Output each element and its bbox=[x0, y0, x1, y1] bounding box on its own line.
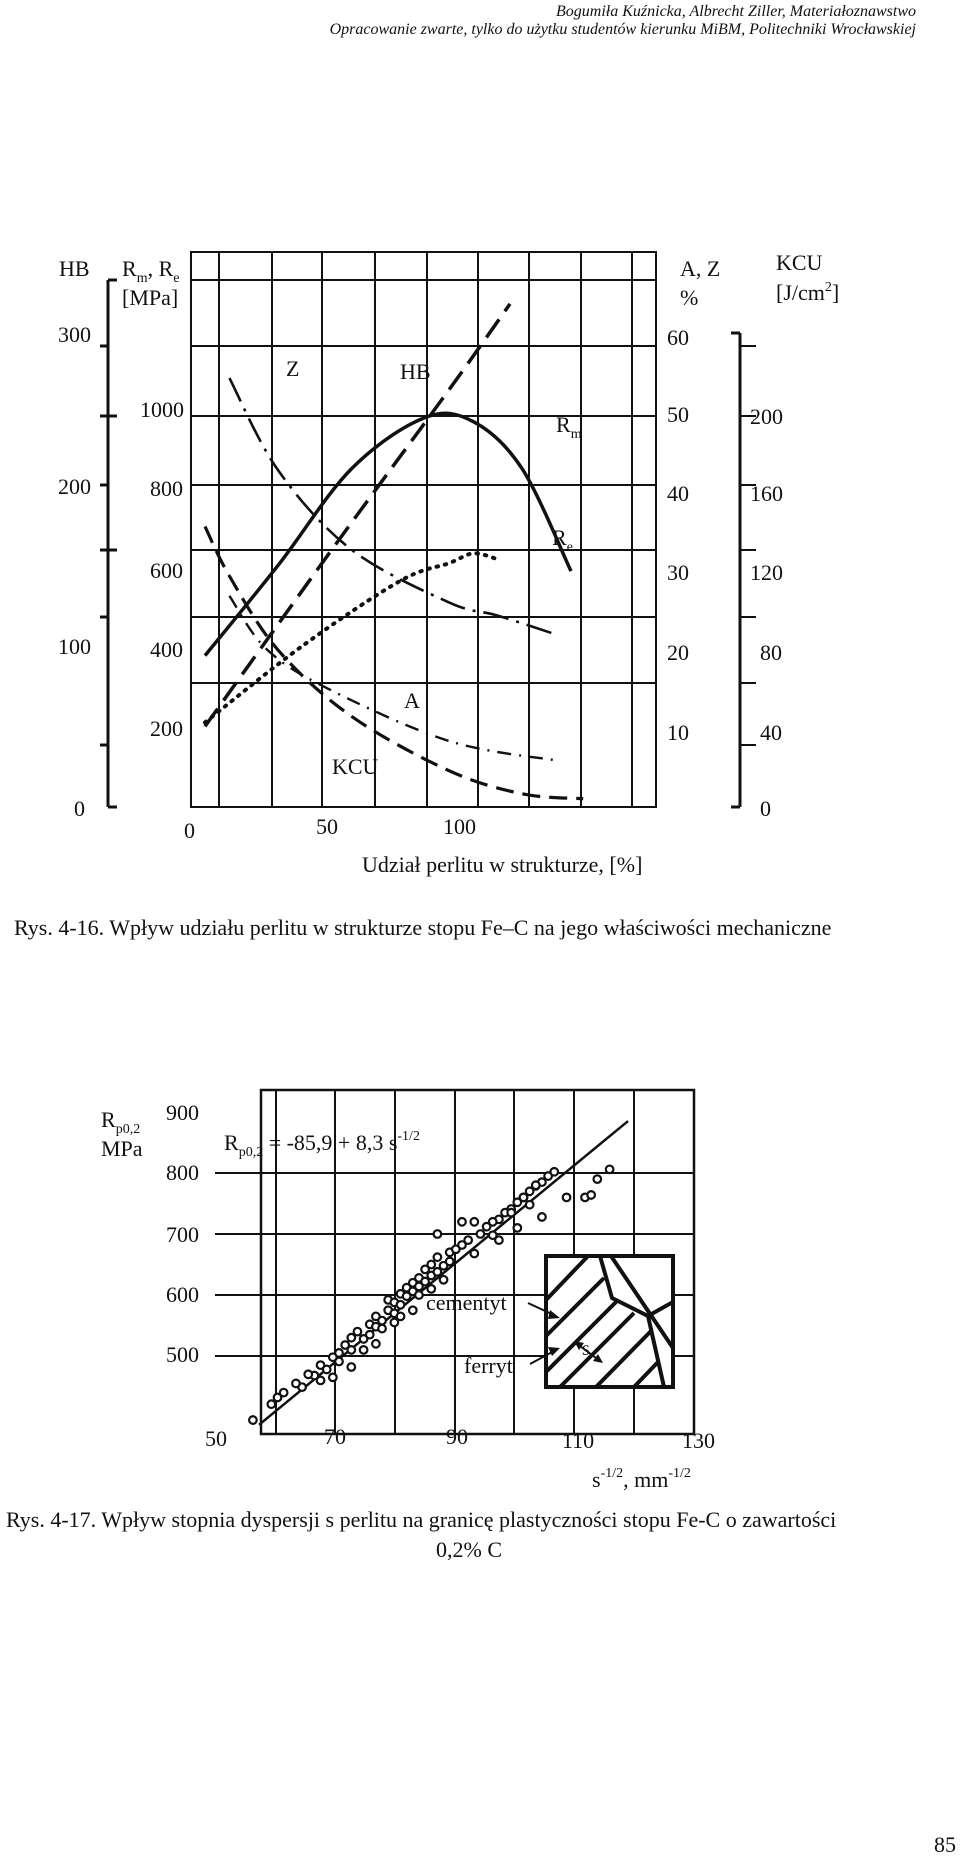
data-point bbox=[606, 1166, 614, 1174]
header-authors: Bogumiła Kuźnicka, Albrecht Ziller, Materiałoznawstwo bbox=[556, 3, 916, 20]
plot-frame bbox=[191, 252, 656, 807]
data-point bbox=[360, 1346, 368, 1354]
x-tick-2: 110 bbox=[562, 1428, 595, 1453]
x-axis-label-2: $s^{-1/2}$, $mm^{-1/2}$ bbox=[592, 1466, 691, 1492]
hb-tick: 100 bbox=[58, 634, 91, 659]
rm-re-tick: 200 bbox=[150, 716, 183, 741]
figure1-chart bbox=[58, 250, 839, 877]
az-tick: 10 bbox=[667, 720, 689, 745]
label-rm: $R_m$ bbox=[556, 412, 582, 442]
data-point bbox=[391, 1319, 399, 1327]
plot-gridlines bbox=[191, 252, 656, 807]
data-point bbox=[495, 1236, 503, 1244]
page-number: 85 bbox=[934, 1832, 956, 1857]
data-point bbox=[329, 1374, 337, 1382]
kcu-tick: 0 bbox=[760, 796, 771, 821]
inset-label-spacing: s bbox=[582, 1338, 590, 1360]
rm-re-tick: 800 bbox=[150, 476, 183, 501]
data-point bbox=[507, 1209, 515, 1217]
y-tick: 600 bbox=[166, 1282, 199, 1307]
az-axis-label: A, Z bbox=[680, 256, 721, 281]
y-tick: 500 bbox=[166, 1342, 199, 1367]
x-tick: 0 bbox=[184, 818, 195, 843]
data-point bbox=[397, 1301, 405, 1309]
y-tick: 800 bbox=[166, 1160, 199, 1185]
x-tick-2: 90 bbox=[446, 1424, 468, 1449]
header-note: Opracowanie zwarte, tylko do użytku studentów kierunku MiBM, Politechniki Wrocławskiej bbox=[329, 21, 916, 38]
data-point bbox=[378, 1325, 386, 1333]
az-axis-unit: % bbox=[680, 285, 699, 310]
data-point bbox=[348, 1346, 356, 1354]
figure2-caption-line2: 0,2% C bbox=[436, 1537, 502, 1562]
az-tick: 60 bbox=[667, 325, 689, 350]
series-re bbox=[205, 553, 498, 722]
data-point bbox=[372, 1340, 380, 1348]
data-point bbox=[489, 1218, 497, 1226]
inset-label-ferrite: ferryt bbox=[464, 1353, 513, 1378]
label-a: A bbox=[404, 688, 420, 713]
data-point bbox=[415, 1291, 423, 1299]
data-point bbox=[464, 1236, 472, 1244]
data-point bbox=[532, 1181, 540, 1189]
x-tick-2: 130 bbox=[682, 1428, 715, 1453]
kcu-tick: 120 bbox=[750, 560, 783, 585]
data-point bbox=[335, 1349, 343, 1357]
x-tick-2: 70 bbox=[324, 1424, 346, 1449]
data-point bbox=[514, 1224, 522, 1232]
x-tick: 50 bbox=[316, 814, 338, 839]
figure1-series bbox=[205, 304, 583, 799]
series-rm bbox=[205, 413, 571, 655]
az-tick: 20 bbox=[667, 640, 689, 665]
rm-re-axis-unit: [MPa] bbox=[122, 285, 179, 310]
data-point bbox=[538, 1213, 546, 1221]
label-kcu: KCU bbox=[332, 754, 379, 779]
data-point bbox=[304, 1371, 312, 1379]
data-point bbox=[440, 1276, 448, 1284]
data-point bbox=[471, 1250, 479, 1258]
x-tick: 100 bbox=[443, 814, 476, 839]
pearlite-inset bbox=[546, 1256, 673, 1387]
data-point bbox=[409, 1306, 417, 1314]
data-point bbox=[526, 1201, 534, 1209]
label-re: $R_e$ bbox=[552, 525, 573, 555]
kcu-tick: 40 bbox=[760, 720, 782, 745]
x-tick-2: 50 bbox=[205, 1426, 227, 1451]
rm-re-axis-label: $R_m$, $R_e$ bbox=[122, 256, 180, 286]
az-tick: 30 bbox=[667, 560, 689, 585]
y-axis-label: $R_{p0,2}$ bbox=[101, 1107, 141, 1137]
data-point bbox=[434, 1268, 442, 1276]
az-tick: 50 bbox=[667, 402, 689, 427]
data-point bbox=[434, 1253, 442, 1261]
data-point bbox=[594, 1175, 602, 1183]
data-point bbox=[427, 1261, 435, 1269]
hb-tick: 0 bbox=[74, 796, 85, 821]
hb-tick: 200 bbox=[58, 474, 91, 499]
data-point bbox=[458, 1218, 466, 1226]
data-point bbox=[471, 1218, 479, 1226]
data-point bbox=[378, 1317, 386, 1325]
data-point bbox=[317, 1377, 325, 1385]
data-point bbox=[366, 1331, 374, 1339]
kcu-axis-unit: $[J/cm^2]$ bbox=[776, 280, 840, 305]
data-point bbox=[323, 1366, 331, 1374]
data-point bbox=[434, 1230, 442, 1238]
y-tick: 700 bbox=[166, 1222, 199, 1247]
data-point bbox=[280, 1389, 288, 1397]
data-point bbox=[354, 1328, 362, 1336]
data-point bbox=[446, 1258, 454, 1266]
data-point bbox=[587, 1191, 595, 1199]
y-axis-unit: MPa bbox=[101, 1136, 143, 1161]
rm-re-tick: 1000 bbox=[140, 397, 184, 422]
data-point bbox=[348, 1334, 356, 1342]
kcu-tick: 80 bbox=[760, 640, 782, 665]
data-point bbox=[563, 1194, 571, 1202]
data-point bbox=[335, 1358, 343, 1366]
figure2-chart bbox=[101, 1090, 715, 1492]
label-z: Z bbox=[286, 356, 300, 381]
data-point bbox=[520, 1194, 528, 1202]
figure2-caption-line1: Rys. 4-17. Wpływ stopnia dyspersji s perlitu na granicę plastyczności stopu Fe-C o zawartości bbox=[6, 1507, 837, 1532]
data-point bbox=[292, 1380, 300, 1388]
y-tick: 900 bbox=[166, 1100, 199, 1125]
series-kcu bbox=[205, 527, 583, 799]
label-hb: HB bbox=[400, 359, 431, 384]
rm-re-tick: 600 bbox=[150, 558, 183, 583]
data-point bbox=[268, 1400, 276, 1408]
data-point bbox=[397, 1313, 405, 1321]
inset-label-cementite: cementyt bbox=[426, 1290, 507, 1315]
kcu-tick: 200 bbox=[750, 404, 783, 429]
hb-axis-label: HB bbox=[59, 256, 90, 281]
data-point bbox=[421, 1278, 429, 1286]
data-point bbox=[477, 1230, 485, 1238]
data-point bbox=[348, 1363, 356, 1371]
figure1-caption: Rys. 4-16. Wpływ udziału perlitu w strukturze stopu Fe–C na jego właściwości mechaniczne bbox=[14, 915, 832, 940]
x-axis-label: Udział perlitu w strukturze, [%] bbox=[362, 852, 643, 877]
kcu-axis-label: KCU bbox=[776, 250, 823, 275]
hb-tick: 300 bbox=[58, 322, 91, 347]
az-tick: 40 bbox=[667, 481, 689, 506]
series-hb bbox=[205, 304, 510, 726]
data-point bbox=[249, 1416, 257, 1424]
kcu-tick: 160 bbox=[750, 481, 783, 506]
regression-equation: $R_{p0,2} = -85,9 + 8,3$ $s^{-1/2}$ bbox=[224, 1129, 420, 1160]
data-point bbox=[550, 1168, 558, 1176]
rm-re-tick: 400 bbox=[150, 637, 183, 662]
